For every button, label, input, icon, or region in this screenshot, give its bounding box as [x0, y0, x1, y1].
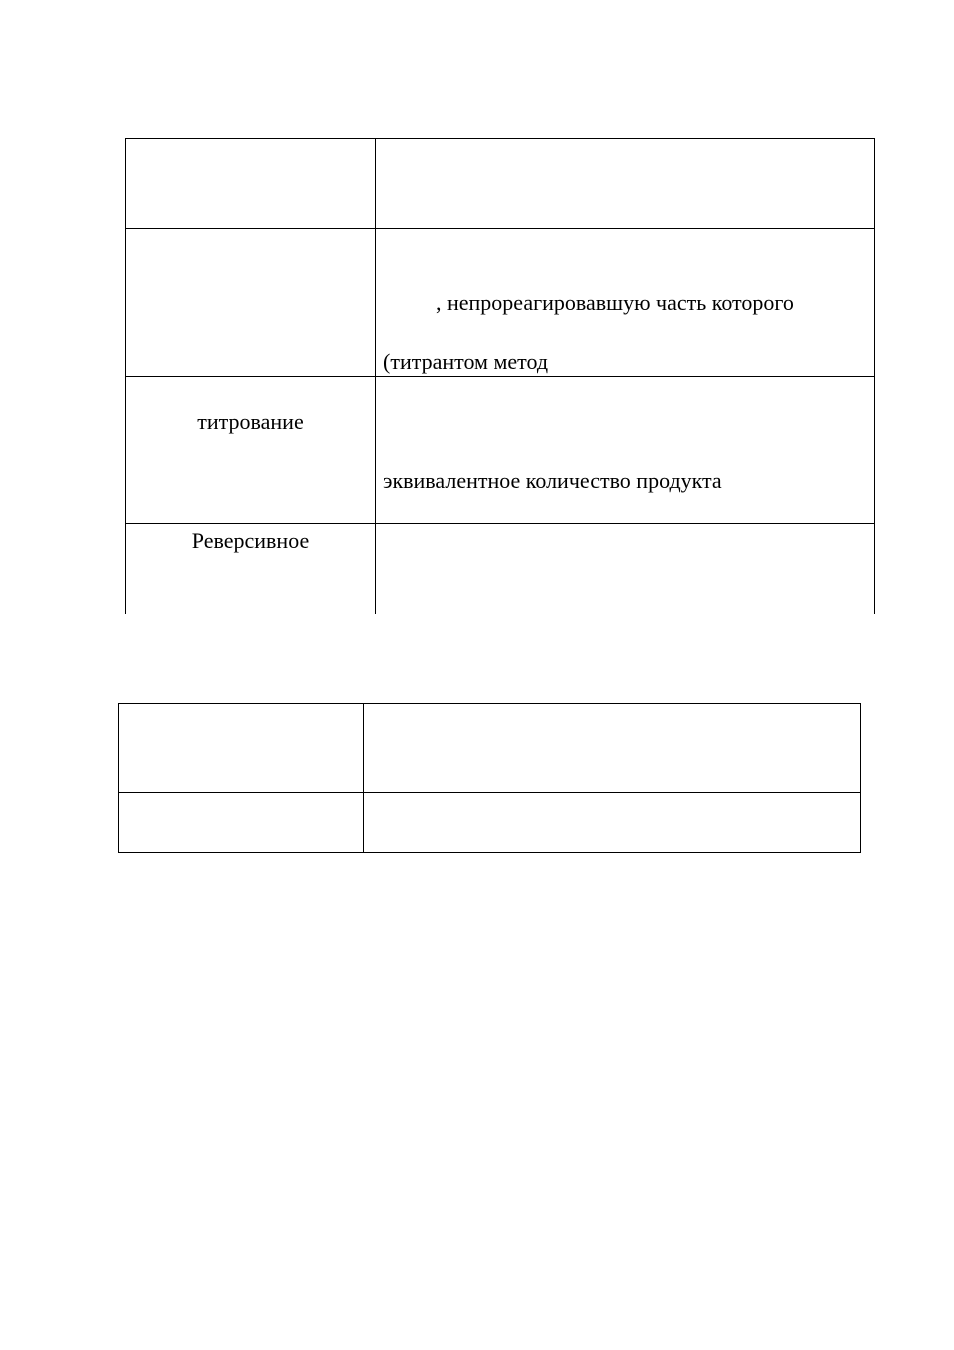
table-1-top-border	[125, 138, 875, 139]
table-cell-definition: (титрантом метод	[383, 349, 549, 374]
table-1-row-divider	[125, 523, 875, 524]
table-cell-definition: , непрореагировавшую часть которого	[436, 290, 794, 315]
table-2-bottom-border	[118, 852, 861, 853]
table-2-left-border	[118, 703, 119, 853]
table-cell-definition: эквивалентное количество продукта	[383, 468, 722, 493]
table-2-row-divider	[118, 792, 861, 793]
table-1-right-border	[874, 138, 875, 614]
table-1-row-divider	[125, 376, 875, 377]
table-cell-term: Реверсивное	[191, 528, 310, 553]
table-1-column-divider	[375, 138, 376, 614]
table-2-column-divider	[363, 703, 364, 853]
table-cell-term: титрование	[197, 409, 304, 434]
table-1-row-divider	[125, 228, 875, 229]
table-2-right-border	[860, 703, 861, 853]
table-2-top-border	[118, 703, 861, 704]
